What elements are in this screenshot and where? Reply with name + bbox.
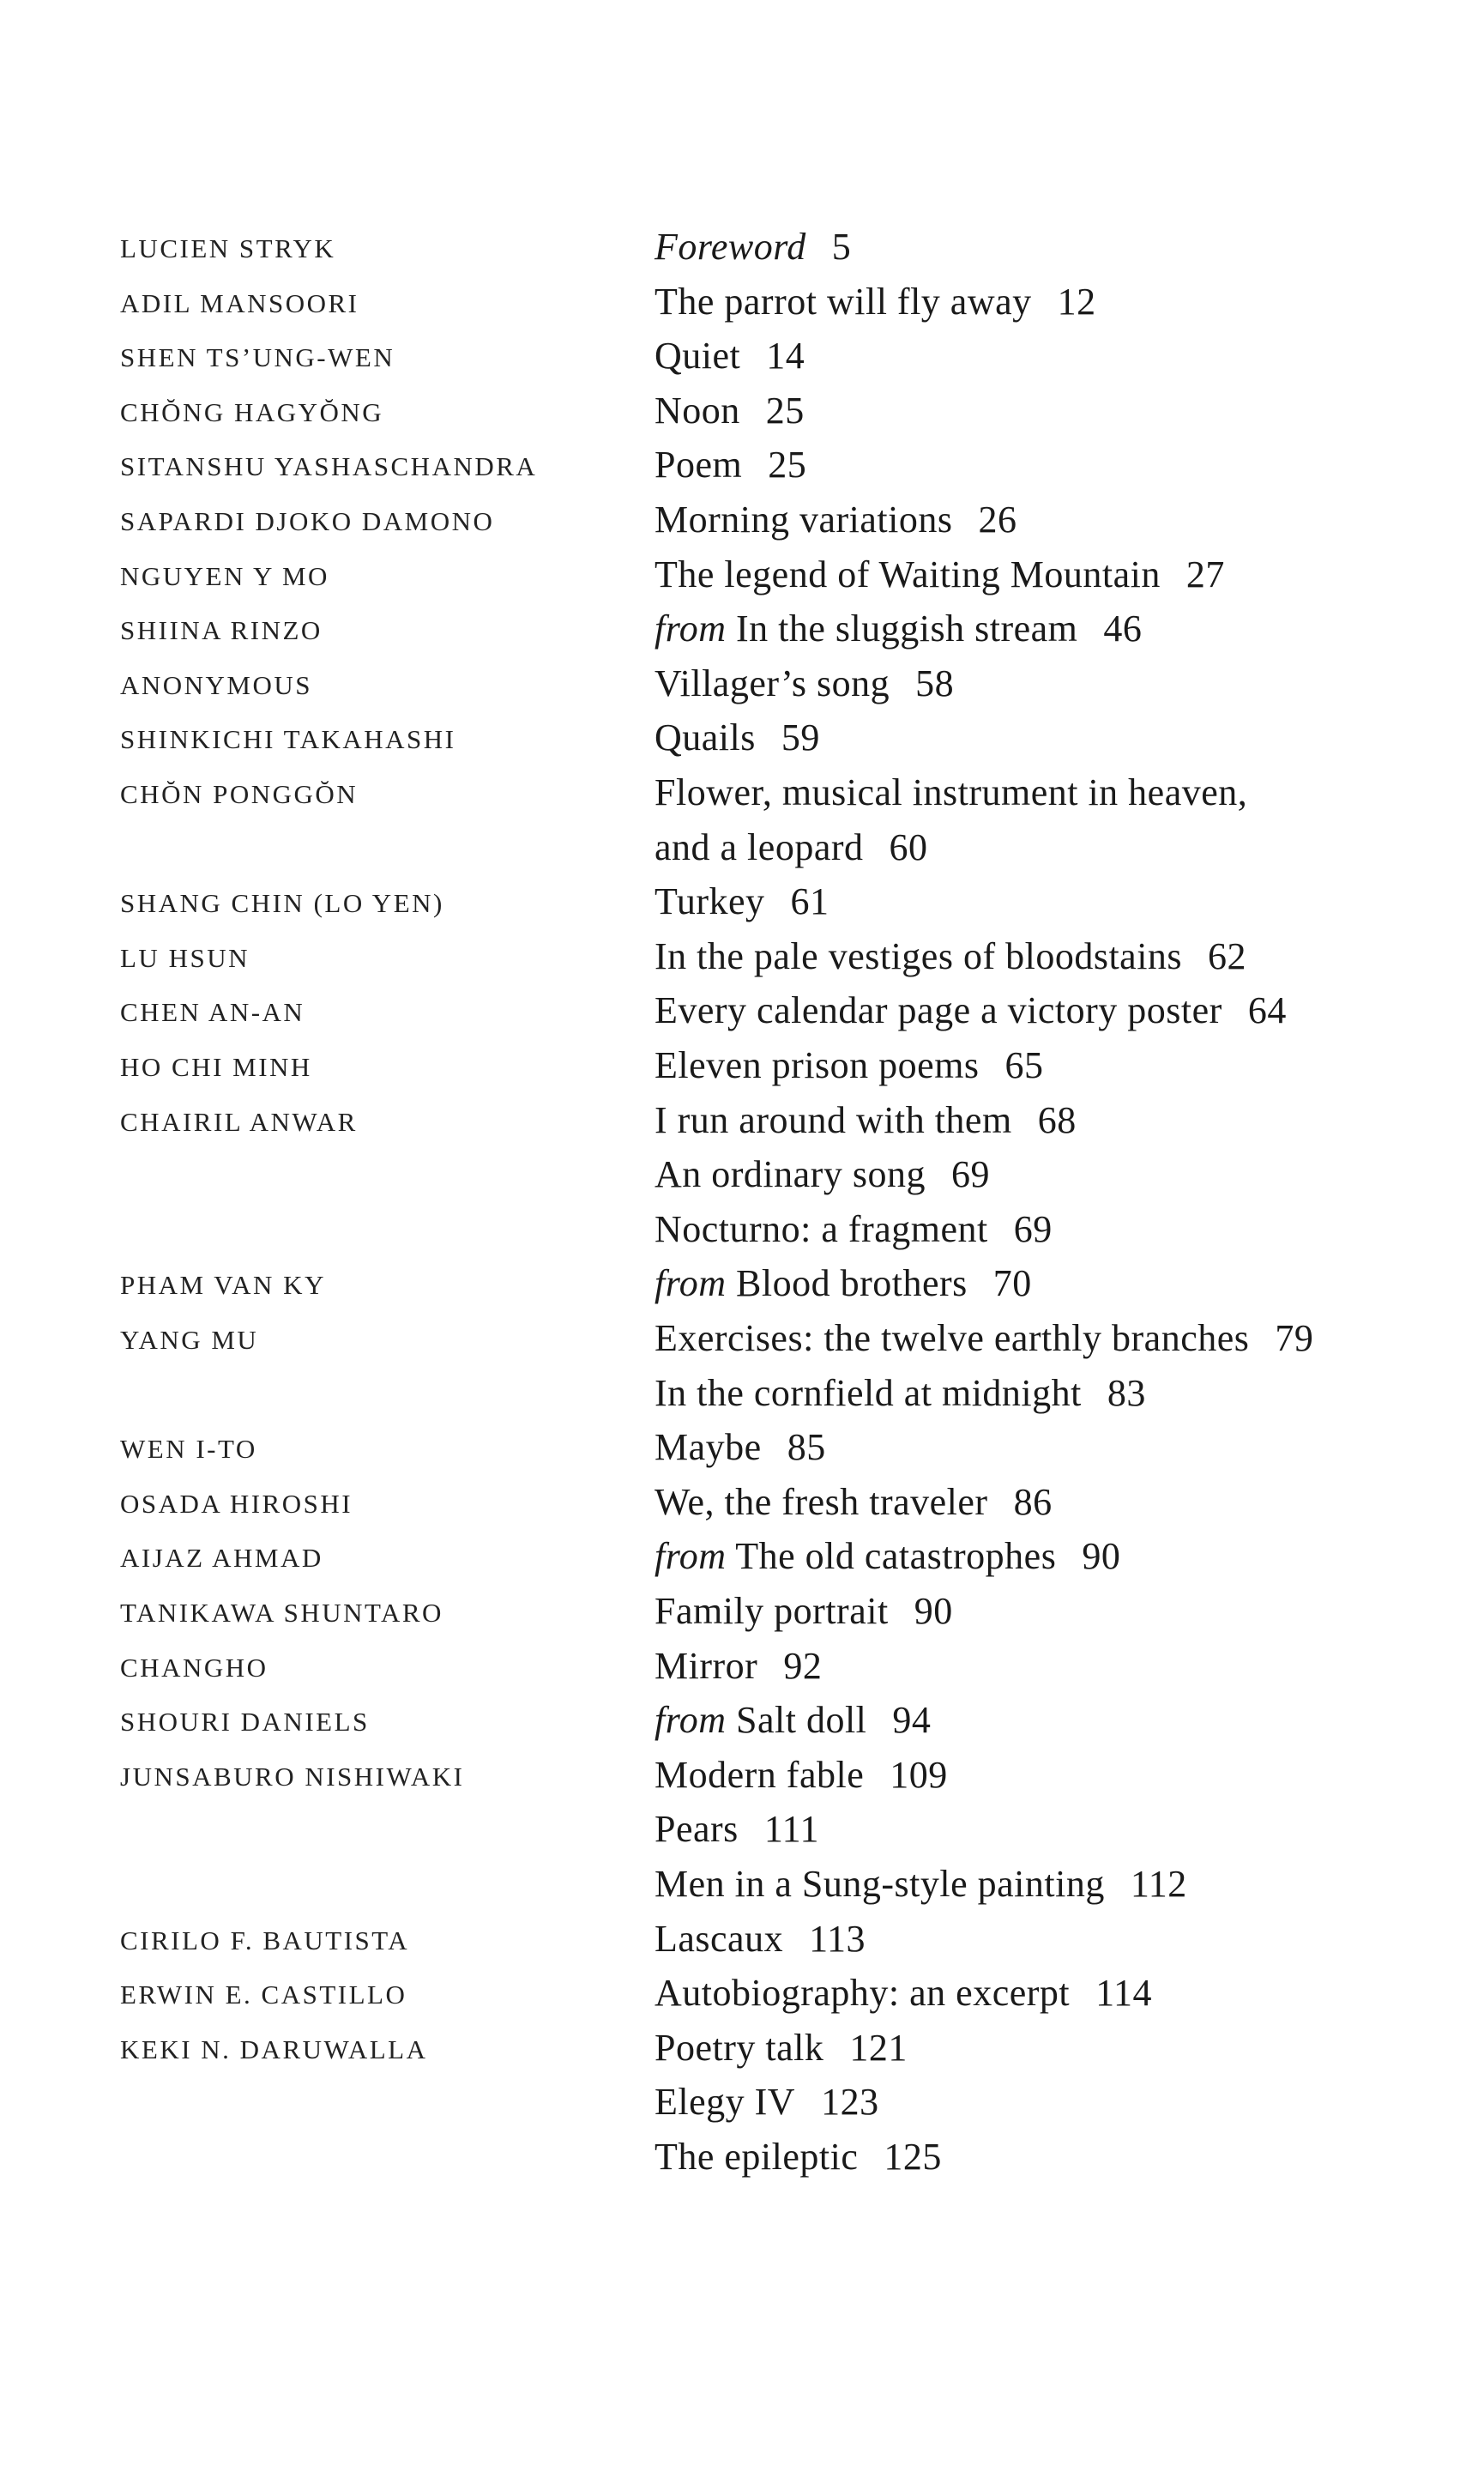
toc-entry [0, 822, 1484, 877]
toc-entry [0, 1095, 1484, 1150]
toc-title-line [655, 1913, 866, 1965]
toc-title-line [655, 1368, 1146, 1419]
toc-title-line [655, 931, 1246, 982]
toc-title-line [655, 822, 928, 873]
toc-page-number: 68 [1037, 1098, 1077, 1141]
toc-page-number: 59 [781, 716, 820, 759]
toc-title-line [655, 1149, 990, 1200]
toc-author: CHEN AN-AN [120, 997, 305, 1028]
toc-entry [0, 2022, 1484, 2077]
toc-poem-title: Pears [655, 1808, 739, 1851]
toc-author: CHŎNG HAGYŎNG [120, 396, 384, 427]
toc-poem-title: Exercises: the twelve earthly branches [655, 1317, 1250, 1359]
toc-author: CHŎN PONGGŎN [120, 779, 359, 809]
toc-title-line [655, 1095, 1077, 1146]
toc-entry [0, 385, 1484, 440]
toc-entry [0, 1477, 1484, 1532]
toc-page-number: 69 [950, 1153, 990, 1196]
toc-poem-title: Quails [655, 716, 756, 759]
toc-poem-title: Autobiography: an excerpt [655, 1972, 1071, 2015]
toc-author: ERWIN E. CASTILLO [120, 1979, 407, 2010]
toc-page-number: 5 [831, 226, 852, 268]
toc-entry [0, 1641, 1484, 1695]
toc-page-number: 94 [892, 1699, 932, 1742]
toc-page-number: 83 [1107, 1371, 1146, 1414]
toc-page-number: 90 [914, 1590, 953, 1632]
toc-title-line [655, 2131, 942, 2183]
toc-poem-title: Maybe [655, 1426, 762, 1469]
toc-entry [0, 1204, 1484, 1259]
toc-title-line [655, 603, 1142, 655]
toc-page-number: 86 [1013, 1480, 1053, 1523]
toc-entry [0, 1695, 1484, 1750]
toc-entry [0, 1368, 1484, 1423]
toc-poem-title: Modern fable [655, 1753, 865, 1796]
toc-page-number: 65 [1004, 1044, 1044, 1086]
toc-entry [0, 330, 1484, 385]
toc-page-number: 111 [763, 1808, 820, 1851]
toc-author: OSADA HIROSHI [120, 1488, 353, 1519]
toc-page-number: 62 [1208, 934, 1247, 977]
toc-page-number: 109 [890, 1753, 948, 1796]
toc-page-number: 25 [765, 389, 805, 432]
toc-author: TANIKAWA SHUNTARO [120, 1598, 443, 1628]
toc-poem-title: Morning variations [655, 499, 953, 541]
toc-entry [0, 1422, 1484, 1477]
toc-author: SHIINA RINZO [120, 615, 323, 646]
toc-page-number: 61 [790, 880, 829, 923]
toc-page-number: 25 [768, 444, 807, 487]
toc-author: ANONYMOUS [120, 669, 313, 700]
toc-page-number: 58 [915, 662, 955, 704]
toc-entry [0, 1586, 1484, 1641]
toc-poem-title: Quiet [655, 335, 741, 378]
toc-page-number: 70 [992, 1262, 1032, 1305]
toc-title-line [655, 985, 1287, 1037]
toc-poem-title: Blood brothers [736, 1262, 968, 1305]
toc-entry [0, 439, 1484, 494]
toc-title-line [655, 1859, 1187, 1910]
toc-from-prefix: from [655, 607, 727, 650]
toc-page-number: 14 [766, 335, 805, 378]
toc-author: AIJAZ AHMAD [120, 1543, 323, 1574]
toc-title-line [655, 1258, 1032, 1309]
toc-page-number: 79 [1275, 1317, 1314, 1359]
toc-author: SHOURI DANIELS [120, 1707, 370, 1738]
toc-from-prefix: from [655, 1535, 727, 1578]
toc-title-line [655, 767, 1273, 819]
toc-poem-title: Noon [655, 389, 740, 432]
toc-entry [0, 1258, 1484, 1313]
toc-title-line [655, 2076, 879, 2128]
toc-page-number: 113 [809, 1917, 866, 1960]
toc-author: CHANGHO [120, 1652, 268, 1683]
toc-poem-title: Eleven prison poems [655, 1044, 980, 1086]
toc-poem-title: In the cornfield at midnight [655, 1371, 1082, 1414]
toc-entry [0, 276, 1484, 331]
toc-entry [0, 1804, 1484, 1859]
toc-poem-title: Villager’s song [655, 662, 890, 704]
toc-author: CIRILO F. BAUTISTA [120, 1925, 410, 1955]
toc-poem-title: We, the fresh traveler [655, 1480, 988, 1523]
toc-poem-title: The epileptic [655, 2136, 859, 2178]
toc-poem-title: Family portrait [655, 1590, 889, 1632]
toc-entry [0, 712, 1484, 767]
toc-poem-title: In the pale vestiges of bloodstains [655, 934, 1183, 977]
toc-title-line [655, 221, 851, 273]
toc-entry [0, 1913, 1484, 1968]
toc-entry [0, 221, 1484, 276]
toc-title-line [655, 439, 806, 491]
toc-poem-title: Turkey [655, 880, 765, 923]
toc-title-line [655, 876, 829, 928]
toc-poem-title: Poem [655, 444, 743, 487]
toc-poem-title: Salt doll [736, 1699, 867, 1742]
toc-page-number: 69 [1013, 1207, 1053, 1250]
toc-page-number: 121 [849, 2026, 908, 2069]
toc-title-line [655, 1531, 1120, 1582]
toc-poem-title: The legend of Waiting Mountain [655, 553, 1161, 595]
toc-entry [0, 1313, 1484, 1368]
toc-page-number: 12 [1057, 280, 1096, 323]
toc-entry [0, 1967, 1484, 2022]
toc-entry [0, 931, 1484, 986]
toc-page-number: 92 [783, 1644, 823, 1687]
toc-page-number: 27 [1185, 553, 1225, 595]
toc-from-prefix: from [655, 1262, 727, 1305]
toc-title-line [655, 1477, 1053, 1528]
toc-entry [0, 1531, 1484, 1586]
toc-poem-title: The parrot will fly away [655, 280, 1032, 323]
toc-entry [0, 2131, 1484, 2186]
toc-title-line [655, 1040, 1044, 1091]
toc-poem-title: The old catastrophes [735, 1535, 1057, 1578]
toc-title-line [655, 276, 1096, 328]
toc-entry [0, 658, 1484, 713]
toc-author: WEN I-TO [120, 1434, 257, 1465]
toc-poem-title: Men in a Sung-style painting [655, 1863, 1105, 1905]
toc-title-line [655, 658, 954, 710]
toc-entry [0, 1040, 1484, 1095]
toc-poem-title: Lascaux [655, 1917, 784, 1960]
toc-title-line [655, 1804, 819, 1855]
toc-title-line [655, 1422, 826, 1473]
toc-entry [0, 1859, 1484, 1913]
toc-page-number: 26 [978, 499, 1017, 541]
toc-author: SAPARDI DJOKO DAMONO [120, 506, 495, 536]
toc-title-line [655, 1695, 931, 1746]
toc-author: JUNSABURO NISHIWAKI [120, 1761, 465, 1792]
toc-title-line [655, 1750, 948, 1801]
toc-entry [0, 767, 1484, 822]
toc-poem-title: Poetry talk [655, 2026, 824, 2069]
toc-title-line [655, 1313, 1313, 1364]
toc-entry [0, 1149, 1484, 1204]
toc-entry [0, 1750, 1484, 1804]
toc-page-number: 123 [821, 2081, 879, 2124]
toc-page-number: 112 [1130, 1863, 1187, 1905]
toc-author: YANG MU [120, 1325, 259, 1355]
toc-author: NGUYEN Y MO [120, 560, 329, 591]
toc-poem-title: Elegy IV [655, 2081, 796, 2124]
toc-author: SHANG CHIN (LO YEN) [120, 888, 444, 919]
toc-poem-title: and a leopard [655, 825, 864, 868]
toc-title-line [655, 1967, 1152, 2019]
toc-entry [0, 494, 1484, 549]
toc-poem-title: I run around with them [655, 1098, 1012, 1141]
toc-title-line [655, 1641, 822, 1692]
toc-poem-title: Nocturno: a fragment [655, 1207, 988, 1250]
toc-title-line [655, 712, 820, 764]
toc-title-line [655, 2022, 908, 2074]
toc-author: CHAIRIL ANWAR [120, 1106, 358, 1137]
toc-title-line [655, 330, 805, 382]
toc-author: KEKI N. DARUWALLA [120, 2034, 428, 2064]
toc-poem-title: Mirror [655, 1644, 758, 1687]
toc-page-number: 114 [1095, 1972, 1152, 2015]
toc-title-line [655, 494, 1017, 546]
toc-poem-title: In the sluggish stream [736, 607, 1078, 650]
toc-page-number: 60 [889, 825, 928, 868]
toc-entry [0, 985, 1484, 1040]
toc-poem-title: Every calendar page a victory poster [655, 989, 1222, 1032]
toc-poem-title: Flower, musical instrument in heaven, [655, 771, 1248, 813]
toc-title-line [655, 1204, 1053, 1255]
toc-author: PHAM VAN KY [120, 1270, 326, 1301]
toc-author: LUCIEN STRYK [120, 233, 336, 263]
toc-author: HO CHI MINH [120, 1052, 312, 1082]
toc-from-prefix: from [655, 1699, 727, 1742]
toc-poem-title: An ordinary song [655, 1153, 926, 1196]
toc-entry [0, 2076, 1484, 2131]
toc-author: SHINKICHI TAKAHASHI [120, 724, 456, 755]
toc-entry [0, 603, 1484, 658]
toc-title-line [655, 549, 1225, 601]
toc-page-number: 46 [1103, 607, 1143, 650]
toc-poem-title: Foreword [655, 226, 806, 268]
toc-author: SITANSHU YASHASCHANDRA [120, 451, 538, 482]
toc-author: LU HSUN [120, 942, 250, 973]
toc-entry [0, 549, 1484, 604]
toc-title-line [655, 385, 805, 437]
toc-author: ADIL MANSOORI [120, 287, 359, 318]
toc-page-number: 90 [1082, 1535, 1121, 1578]
toc-entry [0, 876, 1484, 931]
toc-page-number: 64 [1247, 989, 1287, 1032]
toc-page-number: 125 [884, 2136, 942, 2178]
toc-author: SHEN TS’UNG-WEN [120, 342, 395, 373]
toc-page-number: 85 [787, 1426, 826, 1469]
toc-title-line [655, 1586, 953, 1637]
